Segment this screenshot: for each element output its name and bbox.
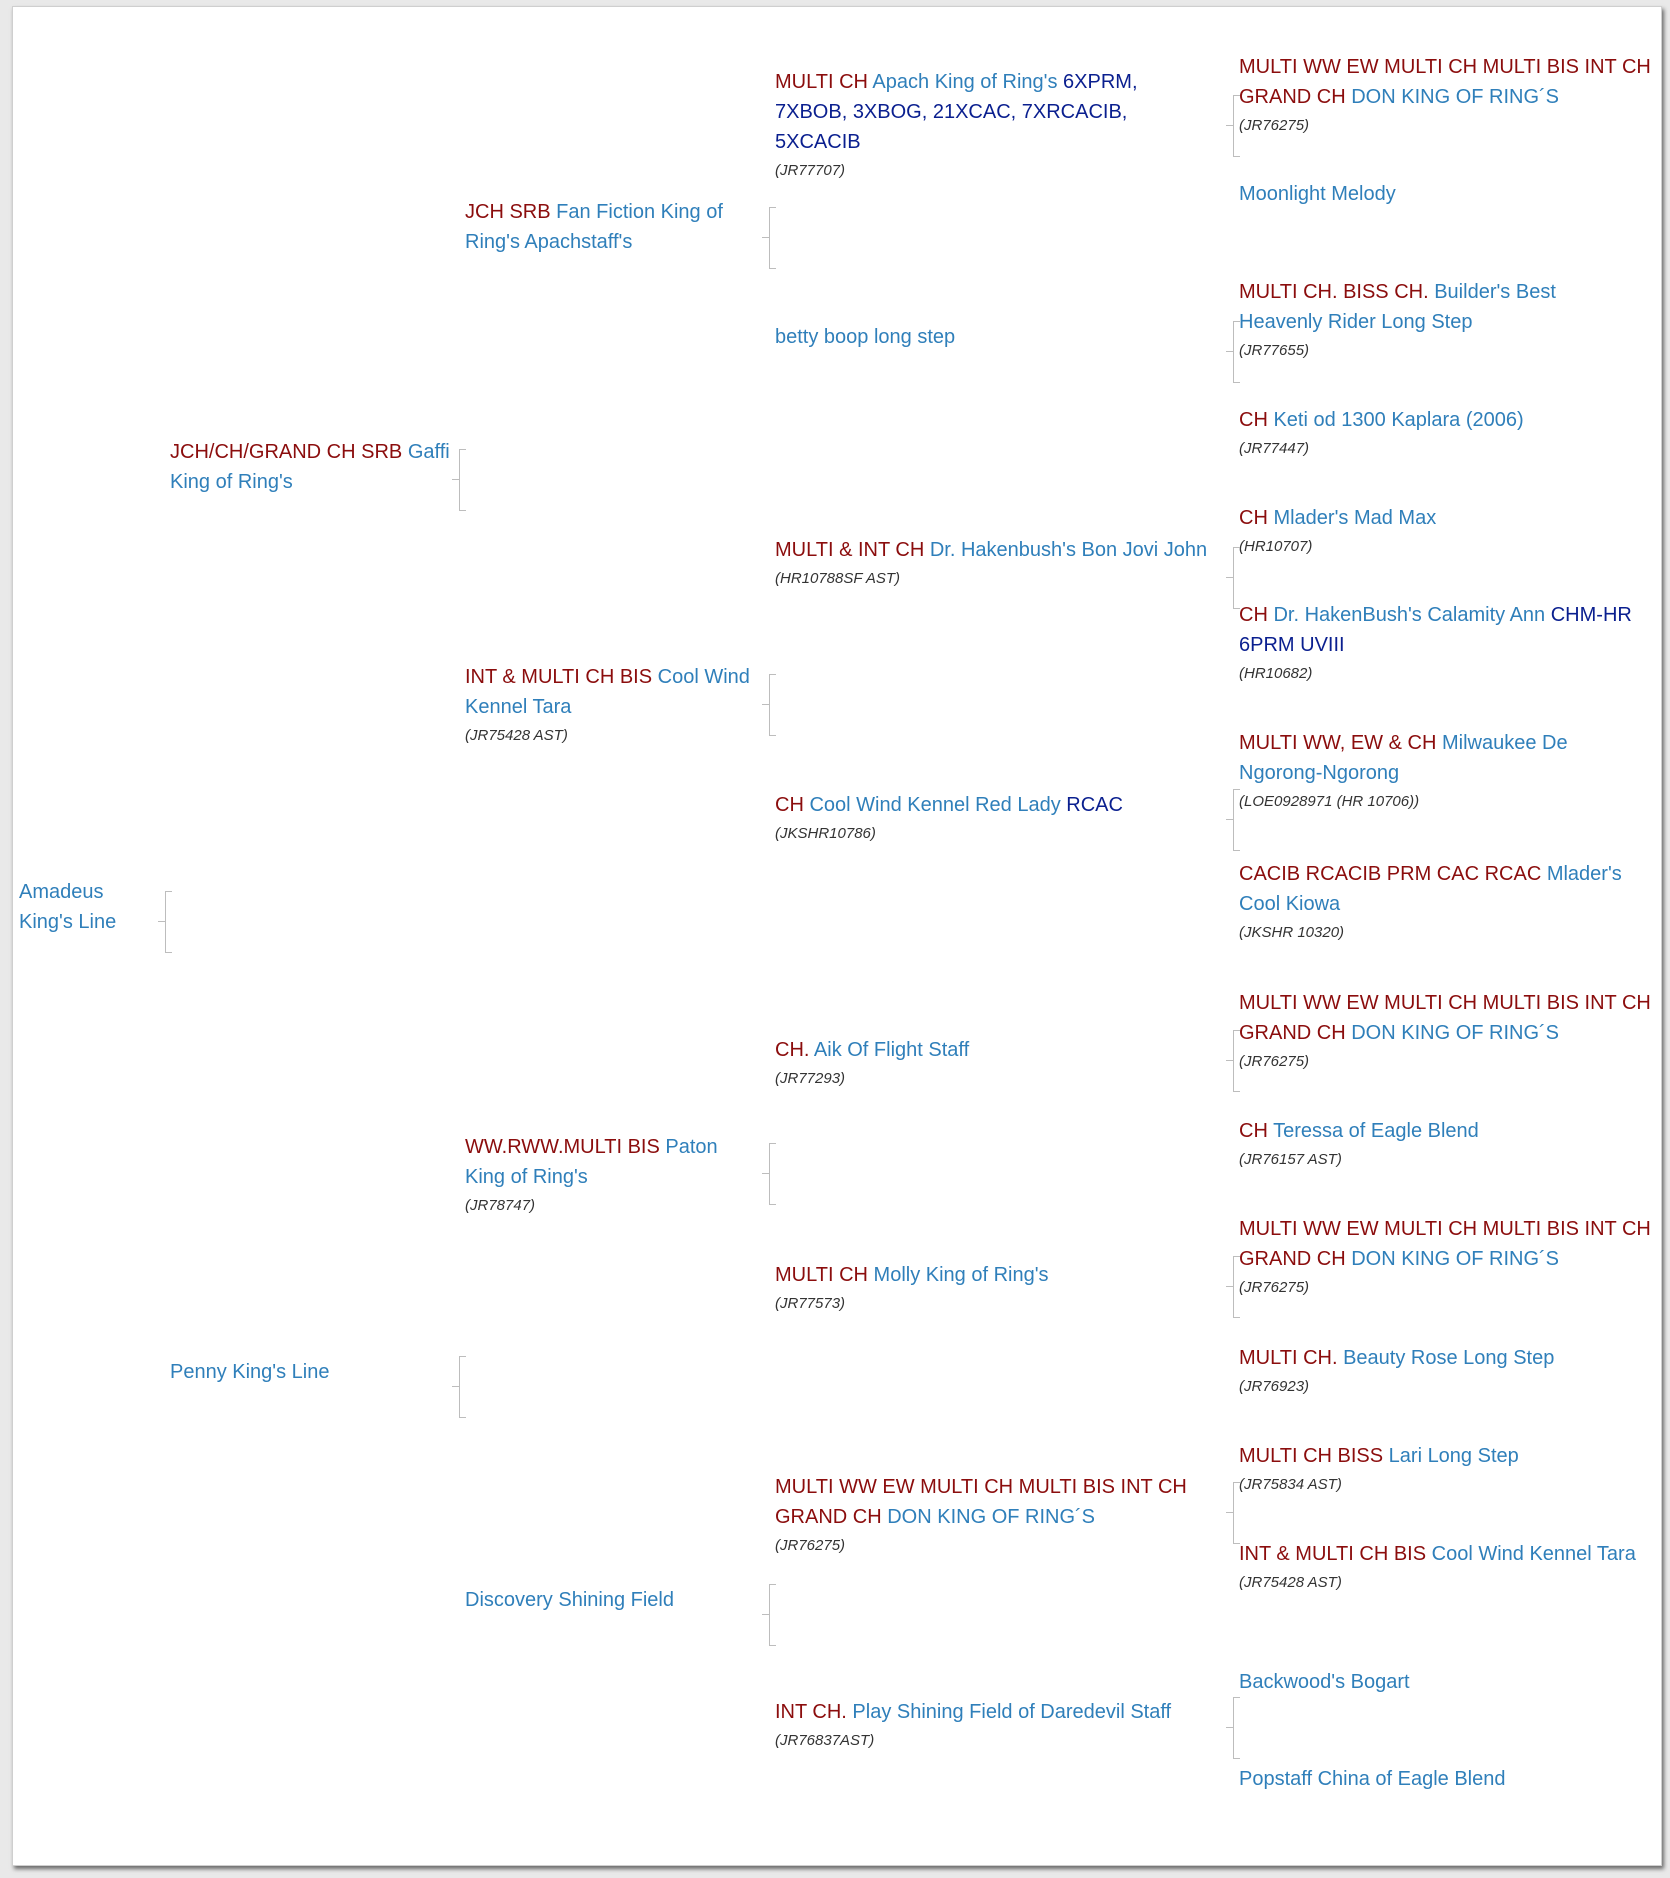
pedigree-dog-gen1-1 [19,877,149,937]
registration-number: (JR76275) [1239,1279,1310,1296]
pedigree-dog-gen5-12 [1239,1343,1659,1397]
dog-title: CH. [775,1039,810,1061]
dog-name-link[interactable]: Lari Long Step [1388,1445,1519,1467]
dog-name-link[interactable]: Popstaff China of Eagle Blend [1239,1768,1506,1790]
registration-number: (JR77707) [775,162,846,179]
registration-number: (JR77655) [1239,342,1310,359]
pedigree-dog-gen4-6 [775,1260,1215,1314]
pedigree-dog-gen4-8 [775,1697,1215,1751]
pedigree-connector [165,891,172,953]
pedigree-dog-gen5-9 [1239,988,1659,1072]
registration-number: (JR77573) [775,1295,846,1312]
registration-number: (HR10682) [1239,665,1313,682]
registration-number: (JR76157 AST) [1239,1151,1342,1168]
pedigree-dog-gen2-1 [170,437,470,497]
pedigree-dog-gen4-5 [775,1035,1215,1089]
dog-name-link[interactable]: Cool Wind Kennel Red Lady [809,794,1061,816]
dog-title: MULTI WW EW MULTI CH MULTI BIS INT CH GRAND CH [1239,56,1651,108]
pedigree-dog-gen4-7 [775,1472,1220,1556]
pedigree-connector [769,674,776,736]
dog-name-link[interactable]: Apach King of Ring's [872,71,1058,93]
dog-name-link[interactable]: DON KING OF RING´S [887,1506,1096,1528]
dog-title: INT & MULTI CH BIS [1239,1543,1427,1565]
dog-name-link[interactable]: Dr. Hakenbush's Bon Jovi John [929,539,1208,561]
dog-name-link[interactable]: betty boop long step [775,326,956,348]
dog-title: MULTI WW EW MULTI CH MULTI BIS INT CH GRAND CH [775,1476,1187,1528]
pedigree-dog-gen4-2 [775,322,1195,352]
dog-name-link[interactable]: Molly King of Ring's [873,1264,1049,1286]
dog-title: MULTI CH. [1239,1347,1338,1369]
dog-title: MULTI CH. BISS CH. [1239,281,1429,303]
dog-name-link[interactable]: DON KING OF RING´S [1351,1248,1560,1270]
pedigree-dog-gen3-1 [465,197,755,257]
dog-title: INT & MULTI CH BIS [465,666,653,688]
registration-number: (JR78747) [465,1197,536,1214]
pedigree-dog-gen5-1 [1239,52,1659,136]
registration-number: (JR76837AST) [775,1732,875,1749]
dog-title: MULTI WW EW MULTI CH MULTI BIS INT CH GRAND CH [1239,992,1651,1044]
dog-title: CH [1239,507,1268,529]
dog-title: CH [1239,409,1268,431]
pedigree-connector [459,1356,466,1418]
pedigree-dog-gen5-11 [1239,1214,1659,1298]
dog-name-link[interactable]: Mlader's Mad Max [1273,507,1437,529]
pedigree-connector [1233,95,1240,157]
registration-number: (LOE0928971 (HR 10706)) [1239,793,1420,810]
pedigree-connector [459,449,466,511]
pedigree-dog-gen4-3 [775,535,1215,589]
dog-titles-suffix: 6XPRM, 7XBOB, 3XBOG, 21XCAC, 7XRCACIB, 5XCACIB [775,71,1138,153]
registration-number: (JR75834 AST) [1239,1476,1342,1493]
pedigree-dog-gen5-5 [1239,503,1659,557]
registration-number: (JR76275) [1239,117,1310,134]
dog-name-link[interactable]: Milwaukee De Ngorong-Ngorong [1239,732,1568,784]
dog-title: CH [775,794,804,816]
dog-name-link[interactable]: Builder's Best Heavenly Rider Long Step [1239,281,1556,333]
dog-name-link[interactable]: Cool Wind Kennel Tara [1431,1543,1636,1565]
registration-number: (JR77293) [775,1070,846,1087]
pedigree-dog-gen5-2 [1239,179,1659,209]
pedigree-dog-gen5-4 [1239,405,1659,459]
registration-number: (JR77447) [1239,440,1310,457]
pedigree-dog-gen5-6 [1239,600,1651,684]
dog-name-link[interactable]: DON KING OF RING´S [1351,1022,1560,1044]
pedigree-connector [1233,789,1240,851]
pedigree-connector [769,1143,776,1205]
pedigree-dog-gen5-13 [1239,1441,1659,1495]
dog-name-link[interactable]: DON KING OF RING´S [1351,86,1560,108]
pedigree-dog-gen5-10 [1239,1116,1659,1170]
pedigree-dog-gen5-3 [1239,277,1639,361]
dog-title: MULTI CH [775,71,868,93]
pedigree-connector [1233,1030,1240,1092]
registration-number: (JR75428 AST) [1239,1574,1342,1591]
pedigree-dog-gen5-16 [1239,1764,1659,1794]
pedigree-dog-gen5-15 [1239,1667,1659,1697]
dog-name-link[interactable]: Aik Of Flight Staff [813,1039,970,1061]
dog-titles-suffix: CHM-HR 6PRM UVIII [1239,604,1632,656]
registration-number: (JR76923) [1239,1378,1310,1395]
pedigree-chart [12,6,1662,1866]
dog-title: JCH SRB [465,201,551,223]
dog-name-link[interactable]: Penny King's Line [170,1361,330,1383]
dog-title: WW.RWW.MULTI BIS [465,1136,660,1158]
dog-title: MULTI WW EW MULTI CH MULTI BIS INT CH GRAND CH [1239,1218,1651,1270]
pedigree-dog-gen5-8 [1239,859,1659,943]
dog-name-link[interactable]: Discovery Shining Field [465,1589,674,1611]
dog-name-link[interactable]: Mlader's Cool Kiowa [1239,863,1622,915]
dog-name-link[interactable]: Dr. HakenBush's Calamity Ann [1273,604,1546,626]
dog-name-link[interactable]: Backwood's Bogart [1239,1671,1410,1693]
pedigree-dog-gen3-2 [465,662,755,746]
pedigree-connector [1233,321,1240,383]
dog-name-link[interactable]: Cool Wind Kennel Tara [465,666,750,718]
dog-title: MULTI CH BISS [1239,1445,1384,1467]
dog-title: MULTI CH [775,1264,868,1286]
pedigree-dog-gen4-1 [775,67,1195,181]
registration-number: (JR75428 AST) [465,727,568,744]
dog-name-link[interactable]: Fan Fiction King of Ring's Apachstaff's [465,201,723,253]
dog-titles-suffix: RCAC [1066,794,1123,816]
pedigree-dog-gen3-3 [465,1132,755,1216]
pedigree-dog-gen3-4 [465,1585,755,1615]
dog-title: MULTI WW, EW & CH [1239,732,1437,754]
pedigree-dog-gen2-2 [170,1357,470,1387]
pedigree-dog-gen4-4 [775,790,1215,844]
pedigree-dog-gen5-14 [1239,1539,1639,1593]
registration-number: (JKSHR10786) [775,825,876,842]
registration-number: (JR76275) [1239,1053,1310,1070]
registration-number: (JKSHR 10320) [1239,924,1345,941]
dog-title: INT CH. [775,1701,847,1723]
dog-name-link[interactable]: Gaffi King of Ring's [170,441,450,493]
dog-name-link[interactable]: Keti od 1300 Kaplara (2006) [1273,409,1524,431]
pedigree-connector [1233,1256,1240,1318]
dog-title: CACIB RCACIB PRM CAC RCAC [1239,863,1542,885]
dog-title: CH [1239,604,1268,626]
dog-name-link[interactable]: Amadeus King's Line [19,881,117,933]
registration-number: (HR10707) [1239,538,1313,555]
pedigree-connector [1233,1482,1240,1544]
registration-number: (JR76275) [775,1537,846,1554]
dog-name-link[interactable]: Teressa of Eagle Blend [1273,1120,1479,1142]
registration-number: (HR10788SF AST) [775,570,901,587]
dog-name-link[interactable]: Moonlight Melody [1239,183,1396,205]
pedigree-connector [769,1584,776,1646]
dog-title: CH [1239,1120,1268,1142]
pedigree-connector [1233,547,1240,609]
pedigree-connector [1233,1697,1240,1759]
pedigree-connector [769,207,776,269]
dog-name-link[interactable]: Beauty Rose Long Step [1343,1347,1555,1369]
dog-title: MULTI & INT CH [775,539,925,561]
dog-name-link[interactable]: Paton King of Ring's [465,1136,718,1188]
dog-name-link[interactable]: Play Shining Field of Daredevil Staff [852,1701,1172,1723]
dog-title: JCH/CH/GRAND CH SRB [170,441,403,463]
pedigree-dog-gen5-7 [1239,728,1639,812]
